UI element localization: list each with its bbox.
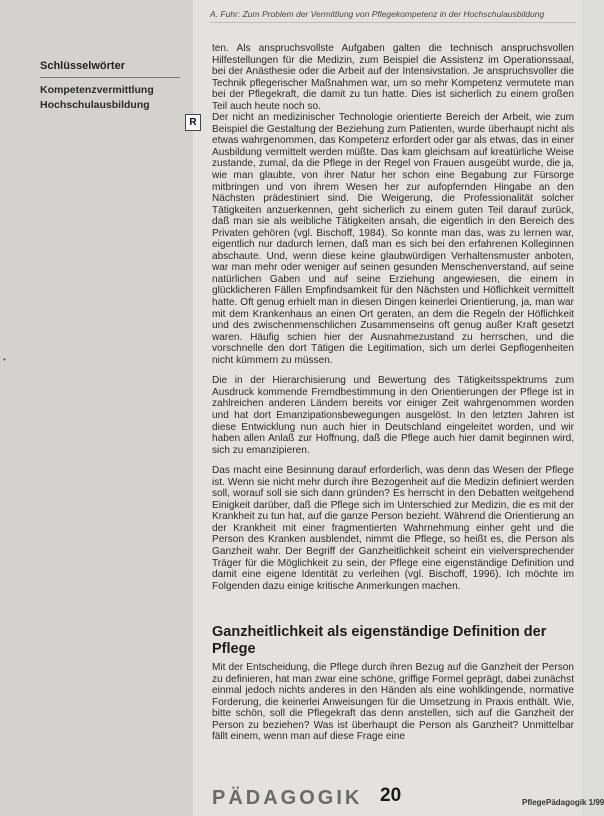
footer-brand: PÄDAGOGIK xyxy=(212,787,363,809)
running-head: A. Fuhr: Zum Problem der Vermittlung von Pflegekompetenz in der Hochschulausbildung xyxy=(210,9,576,23)
paragraph: Das macht eine Besinnung darauf erforderlich, was denn das Wesen der Pflege ist. Wenn sie nicht mehr durch ihre Bezogenheit auf die Medizin definiert werden soll, worauf soll sie sich dann gründen? Es herrscht in den Debatten weitgehend Einigkeit darüber, daß die Pflege sich im Unterschied zur Medizin, die es mit der Krankheit zu tun hat, auf die ganze Person bezieht. Während die Orientierung an der Krankheit mit einer fragmentierten Wahrnehmung einher geht und die Person des Kranken ausblendet, nimmt die Pflege, so heißt es, die Person als Ganzheit wahr. Der Begriff der Ganzheitlichkeit scheint ein vielversprechender Träger für die Möglichkeit zu sein, der Pflege eine eigenständige Definition und damit eine eigene Identität zu verleihen (vgl. Bischoff, 1996). Ich möchte im Folgenden dazu einige kritische Anmerkungen machen. xyxy=(212,465,574,592)
paragraph: Der nicht an medizinischer Technologie orientierte Bereich der Arbeit, wie zum Beispiel die Gestaltung der Beziehung zum Patienten, wurde überhaupt nicht als etwas wahrgenommen, das Kompetenz erfordert oder gar als etwas, das in einer Ausbildung vermittelt werden müßte. Das kam gleichsam auf kreatürliche Weise zustande, zumal, da die Pflege in der Regel von Frauen ausgeübt wurde, die ja, wie man glaubte, von ihrer Natur her schon eine Begabung zur Fürsorge mitbringen und von ihrem Wesen her zur aufopfernden Hingabe an den Nächsten prädestiniert sind. Die Weigerung, die Professionalität solcher Tätigkeiten anzuerkennen, geht sicherlich zu einem guten Teil darauf zurück, daß man sie als weibliche Tätigkeiten ansah, die eigentlich in den Bereich des Privaten gehören (vgl. Bischoff, 1984). So konnte man das, was zu lernen war, eigentlich nur dadurch lernen, daß man es sich bei den erfahrenen Kolleginnen abschaute. Und, wenn diese keine glaubwürdigen Verhaltensmuster anboten, war man mehr oder weniger auf seinen gesunden Menschenverstand, auf seine natürlichen Gaben und auf seine Erziehung angewiesen, die einem in glücklicheren Fällen Empfindsamkeit für den Nächsten und Höflichkeit vermittelt hatte. Oft genug erhielt man in diesen Dingen keinerlei Orientierung, ja, man war mit dem Krankenhaus an einen Ort geraten, an dem die Regeln der Höflichkeit und des zwischenmenschlichen Zusammenseins oft genug außer Kraft gesetzt waren. Häufig schien hier der Ausnahmezustand zu herrschen, und die vorschnelle den dort Tätigen die Legitimation, sich um derlei Gepflogenheiten nicht kümmern zu müssen. xyxy=(212,112,574,366)
keywords-title: Schlüsselwörter xyxy=(40,60,125,72)
paragraph: ten. Als anspruchsvollste Aufgaben galten die technisch anspruchsvollen Hilfestellungen für die Medizin, zum Beispiel die Assistenz im Operationssaal, bei der Anästhesie oder die Arbeit auf der Intensivstation. Je anspruchsvoller die Technik pflegerischer Maßnahmen war, um so mehr Kompetenz vermutete man bei der Pflegekraft, die damit zu tun hatte. Dies ist sicherlich zu einem großen Teil auch heute noch so. xyxy=(212,43,574,112)
keywords-divider xyxy=(40,77,180,78)
keyword-item: Hochschulausbildung xyxy=(40,99,150,111)
body-text-continued xyxy=(212,662,574,743)
journal-issue: PflegePädagogik 1/99 xyxy=(522,798,604,807)
keyword-item: Kompetenzvermittlung xyxy=(40,84,154,96)
paragraph-marker: R xyxy=(185,114,201,131)
paragraph: Mit der Entscheidung, die Pflege durch ihren Bezug auf die Ganzheit der Person zu definieren, hat man zwar eine schöne, griffige Formel geprägt, dabei zunächst einmal jedoch nichts anderes in den Händen als eine wohlklingende, normative Forderung, die keinerlei Anweisungen für die Umsetzung in Praxis enthält. Wie, bitte schön, soll die Pflegekraft das denn anstellen, sich auf die Ganzheit der Person zu beziehen? Was ist überhaupt die Person als Ganzheit? Unmittelbar fällt einem, wenn man auf diese Frage eine xyxy=(212,662,574,743)
body-text xyxy=(212,43,574,601)
section-heading: Ganzheitlichkeit als eigenständige Definition der Pflege xyxy=(212,624,547,657)
paragraph: Die in der Hierarchisierung und Bewertung des Tätigkeitsspektrums zum Ausdruck kommende Fremdbestimmung in den Orientierungen der Pflege ist in zahlreichen anderen Ländern bereits vor einiger Zeit wahrgenommen worden und hat dort Emanzipationsbewegungen ausgelöst. In den letzten Jahren ist diese Entwicklung nun auch hier in Deutschland eingeleitet worden, und wir haben allen Anlaß zur Hoffnung, daß die Pflege auch hier damit beginnen wird, sich zu emanzipieren. xyxy=(212,375,574,456)
margin-mark-icon: • xyxy=(3,355,6,364)
page-number: 20 xyxy=(380,785,402,806)
sidebar xyxy=(0,0,193,816)
